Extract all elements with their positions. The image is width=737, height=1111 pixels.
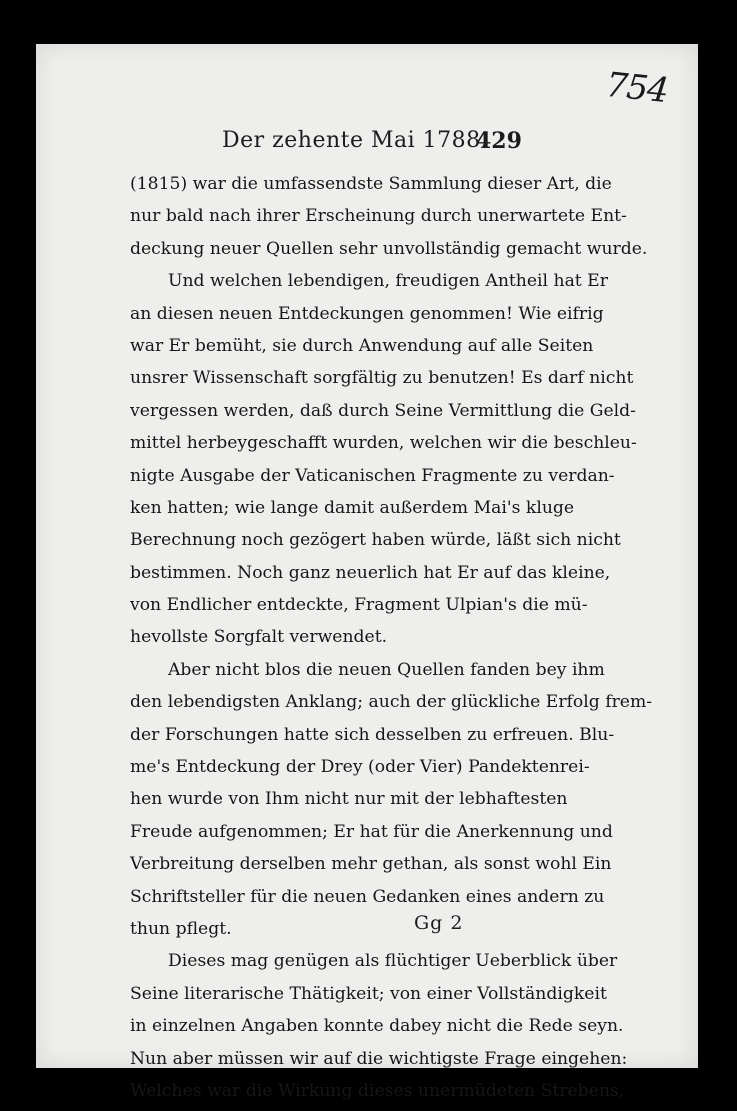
text-line: thun pflegt. bbox=[130, 918, 232, 939]
text-line: Dieses mag genügen als flüchtiger Ueberblick über bbox=[168, 951, 618, 972]
text-line: der Forschungen hatte sich desselben zu erfreuen. Blu- bbox=[130, 724, 615, 745]
text-line: Nun aber müssen wir auf die wichtigste Frage eingehen: bbox=[130, 1048, 628, 1069]
body-text bbox=[130, 168, 653, 1107]
text-line: Freude aufgenommen; Er hat für die Anerkennung und bbox=[130, 821, 613, 842]
text-line: Verbreitung derselben mehr gethan, als sonst wohl Ein bbox=[130, 854, 612, 875]
text-line: Und welchen lebendigen, freudigen Antheil hat Er bbox=[168, 271, 608, 292]
text-line: nur bald nach ihrer Erscheinung durch unerwartete Ent- bbox=[130, 206, 627, 227]
text-line: vergessen werden, daß durch Seine Vermittlung die Geld- bbox=[130, 400, 636, 421]
text-line: in einzelnen Angaben konnte dabey nicht die Rede seyn. bbox=[130, 1016, 624, 1037]
text-line: den lebendigsten Anklang; auch der glückliche Erfolg frem- bbox=[130, 692, 653, 713]
text-line: ken hatten; wie lange damit außerdem Mai's kluge bbox=[130, 497, 575, 518]
text-line: deckung neuer Quellen sehr unvollständig gemacht wurde. bbox=[130, 238, 648, 259]
text-line: von Endlicher entdeckte, Fragment Ulpian's die mü- bbox=[130, 595, 588, 616]
signature-mark: Gg 2 bbox=[414, 912, 464, 934]
text-line: Schriftsteller für die neuen Gedanken eines andern zu bbox=[130, 886, 605, 907]
text-line: bestimmen. Noch ganz neuerlich hat Er auf das kleine, bbox=[130, 562, 611, 583]
text-line: unsrer Wissenschaft sorgfältig zu benutzen! Es darf nicht bbox=[130, 368, 634, 389]
text-line: (1815) war die umfassendste Sammlung dieser Art, die bbox=[130, 174, 612, 194]
text-line: me's Entdeckung der Drey (oder Vier) Pandektenrei- bbox=[130, 757, 590, 778]
handwritten-folio-number: 754 bbox=[604, 64, 670, 112]
text-line: Seine literarische Thätigkeit; von einer Vollständigkeit bbox=[130, 983, 607, 1004]
text-line: nigte Ausgabe der Vaticanischen Fragmente zu verdan- bbox=[130, 465, 615, 486]
text-line: war Er bemüht, sie durch Anwendung auf alle Seiten bbox=[130, 335, 594, 356]
text-line: mittel herbeygeschafft wurden, welchen wir die beschleu- bbox=[130, 433, 637, 454]
text-line: Aber nicht blos die neuen Quellen fanden bey ihm bbox=[168, 659, 605, 680]
text-line: an diesen neuen Entdeckungen genommen! Wie eifrig bbox=[130, 303, 604, 324]
running-header bbox=[0, 128, 737, 158]
text-line: Berechnung noch gezögert haben würde, läßt sich nicht bbox=[130, 530, 621, 551]
text-line: Welches war die Wirkung dieses unermüdeten Strebens, bbox=[130, 1080, 625, 1101]
text-line: hen wurde von Ihm nicht nur mit der lebhaftesten bbox=[130, 789, 568, 810]
text-line: hevollste Sorgfalt verwendet. bbox=[130, 627, 388, 648]
page-number: 429 bbox=[476, 128, 522, 154]
running-title: Der zehente Mai 1788. bbox=[222, 128, 489, 153]
